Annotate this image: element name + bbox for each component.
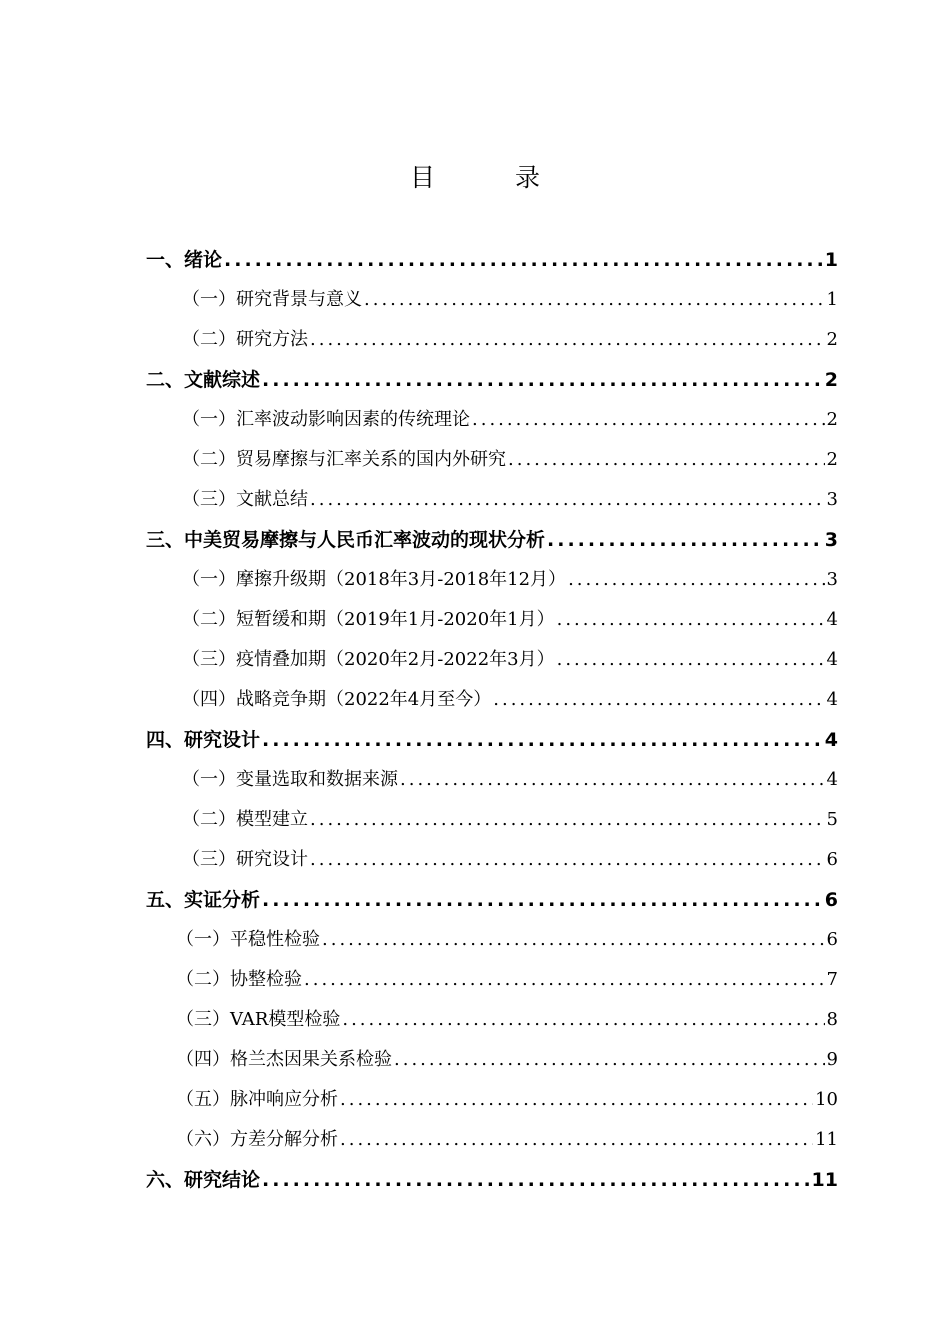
toc-entry-label: （三）研究设计: [182, 849, 308, 870]
toc-dot-leader: [364, 280, 825, 320]
toc-section-entry[interactable]: [146, 840, 838, 880]
toc-chapter-entry[interactable]: [146, 520, 838, 560]
toc-entry-label: （一）研究背景与意义: [182, 289, 362, 310]
toc-entry-label: （三）文献总结: [182, 489, 308, 510]
toc-dot-leader: [310, 320, 825, 360]
toc-entry-label: （二）短暂缓和期（2019年1月-2020年1月）: [182, 609, 555, 630]
toc-page-number: 11: [815, 1129, 838, 1150]
toc-section-entry[interactable]: [146, 1040, 838, 1080]
toc-chapter-entry[interactable]: [146, 1160, 838, 1200]
toc-page-number: 8: [826, 1009, 838, 1030]
toc-chapter-entry[interactable]: [146, 360, 838, 400]
toc-page-number: 6: [826, 929, 838, 950]
toc-entry-label: （二）协整检验: [176, 969, 302, 990]
toc-page-number: 4: [826, 609, 838, 630]
toc-dot-leader: [340, 1120, 813, 1160]
toc-entry-label: 二、文献综述: [146, 369, 261, 391]
toc-dot-leader: [224, 240, 823, 280]
toc-section-entry[interactable]: [146, 680, 838, 720]
toc-page-number: 4: [826, 689, 838, 710]
toc-page-number: 5: [826, 809, 838, 830]
toc-page-number: 2: [824, 369, 838, 391]
toc-section-entry[interactable]: [146, 920, 838, 960]
toc-dot-leader: [310, 480, 825, 520]
toc-entry-label: （二）研究方法: [182, 329, 308, 350]
toc-section-entry[interactable]: [146, 960, 838, 1000]
toc-entry-label: （六）方差分解分析: [176, 1129, 338, 1150]
toc-dot-leader: [342, 1000, 824, 1040]
toc-page-number: 1: [824, 249, 838, 271]
toc-dot-leader: [310, 840, 825, 880]
toc-section-entry[interactable]: [146, 480, 838, 520]
toc-entry-label: （三）VAR模型检验: [176, 1009, 341, 1030]
toc-dot-leader: [262, 880, 823, 920]
toc-section-entry[interactable]: [146, 400, 838, 440]
toc-section-entry[interactable]: [146, 800, 838, 840]
toc-dot-leader: [508, 440, 825, 480]
toc-entry-label: （一）平稳性检验: [176, 929, 320, 950]
toc-page-number: 4: [826, 769, 838, 790]
toc-dot-leader: [340, 1080, 813, 1120]
toc-page-number: 4: [826, 649, 838, 670]
toc-page-number: 2: [826, 329, 838, 350]
toc-page-number: 7: [826, 969, 838, 990]
toc-entry-label: （一）汇率波动影响因素的传统理论: [182, 409, 470, 430]
toc-entry-label: 五、实证分析: [146, 889, 261, 911]
toc-dot-leader: [493, 680, 824, 720]
toc-entry-label: （一）摩擦升级期（2018年3月-2018年12月）: [182, 569, 567, 590]
toc-dot-leader: [568, 560, 824, 600]
toc-dot-leader: [547, 520, 823, 560]
toc-page-number: 3: [824, 529, 838, 551]
toc-page-number: 10: [815, 1089, 838, 1110]
toc-page-number: 3: [826, 489, 838, 510]
toc-section-entry[interactable]: [146, 1120, 838, 1160]
toc-chapter-entry[interactable]: [146, 880, 838, 920]
toc-entry-label: 四、研究设计: [146, 729, 261, 751]
toc-dot-leader: [394, 1040, 825, 1080]
toc-page-number: 11: [811, 1169, 838, 1191]
toc-page-number: 6: [824, 889, 838, 911]
page-title: 目 录: [410, 163, 576, 192]
table-of-contents: [146, 240, 838, 1200]
toc-entry-label: （四）格兰杰因果关系检验: [176, 1049, 392, 1070]
toc-dot-leader: [262, 720, 823, 760]
toc-section-entry[interactable]: [146, 440, 838, 480]
toc-page-number: 9: [826, 1049, 838, 1070]
toc-dot-leader: [322, 920, 825, 960]
toc-section-entry[interactable]: [146, 760, 838, 800]
toc-section-entry[interactable]: [146, 1080, 838, 1120]
toc-dot-leader: [472, 400, 825, 440]
toc-dot-leader: [557, 640, 825, 680]
toc-section-entry[interactable]: [146, 320, 838, 360]
toc-page-number: 2: [826, 409, 838, 430]
toc-dot-leader: [304, 960, 825, 1000]
toc-dot-leader: [400, 760, 825, 800]
toc-dot-leader: [262, 360, 823, 400]
toc-dot-leader: [557, 600, 825, 640]
toc-dot-leader: [262, 1160, 810, 1200]
toc-section-entry[interactable]: [146, 600, 838, 640]
toc-entry-label: （二）模型建立: [182, 809, 308, 830]
toc-section-entry[interactable]: [146, 1000, 838, 1040]
toc-section-entry[interactable]: [146, 640, 838, 680]
toc-entry-label: 三、中美贸易摩擦与人民币汇率波动的现状分析: [146, 529, 546, 551]
toc-page-number: 1: [826, 289, 838, 310]
toc-section-entry[interactable]: [146, 560, 838, 600]
toc-entry-label: （一）变量选取和数据来源: [182, 769, 398, 790]
toc-page-number: 4: [824, 729, 838, 751]
toc-entry-label: （三）疫情叠加期（2020年2月-2022年3月）: [182, 649, 555, 670]
toc-entry-label: 一、绪论: [146, 249, 223, 271]
toc-section-entry[interactable]: [146, 280, 838, 320]
toc-entry-label: 六、研究结论: [146, 1169, 261, 1191]
toc-chapter-entry[interactable]: [146, 240, 838, 280]
toc-dot-leader: [310, 800, 825, 840]
toc-entry-label: （二）贸易摩擦与汇率关系的国内外研究: [182, 449, 506, 470]
toc-page-number: 3: [826, 569, 838, 590]
toc-page-number: 2: [826, 449, 838, 470]
toc-entry-label: （四）战略竞争期（2022年4月至今）: [182, 689, 492, 710]
toc-page-number: 6: [826, 849, 838, 870]
toc-entry-label: （五）脉冲响应分析: [176, 1089, 338, 1110]
toc-chapter-entry[interactable]: [146, 720, 838, 760]
